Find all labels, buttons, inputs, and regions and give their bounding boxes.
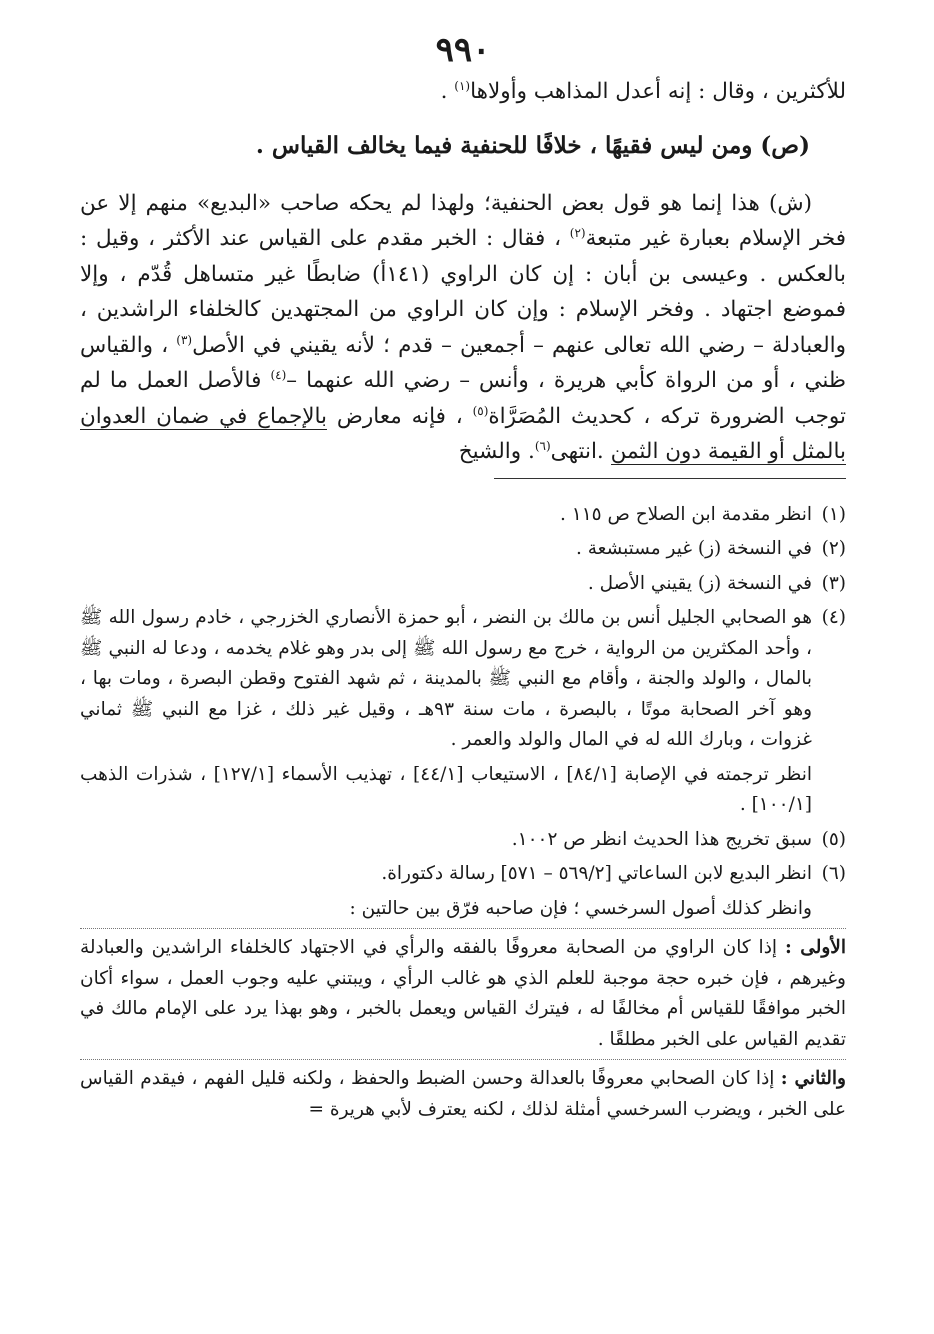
footnote-6-intro: وانظر كذلك أصول السرخسي ؛ فإن صاحبه فرّق بين حالتين : bbox=[349, 897, 812, 919]
footnote-ref[interactable]: (٦) bbox=[534, 438, 551, 453]
footnote-mark: (٣) bbox=[821, 572, 846, 594]
page-number: ٩٩٠ bbox=[435, 30, 491, 70]
commentary-part: فالأصل العمل ما لم توجب الضرورة تركه ، كحديث المُصَرَّاة bbox=[80, 368, 847, 429]
commentary-part: ، فقال : الخبر مقدم على القياس عند الأكثر ، وقيل : بالعكس . وعيسى بن أبان : إن كان الراوي (١٤١أ) ضابطًا غير متساهل قُدّم ، وإلا فموضع اجتهاد . وفخر الإسلام : وإن كان الراوي من المجتهدين كالخلفاء الراشدين ، والعبادلة – رضي الله تعالى عنهم – أجمعين – قدم ؛ لأنه يقيني في الأصل bbox=[80, 226, 846, 358]
footnote-6-second-case bbox=[80, 1064, 846, 1125]
footnote-mark: (٥) bbox=[821, 828, 846, 850]
footnote-5 bbox=[80, 825, 846, 856]
case-label: والثاني : bbox=[780, 1068, 846, 1089]
footnote-ref[interactable]: (٤) bbox=[270, 367, 287, 382]
footnote-mark: (٦) bbox=[821, 863, 846, 884]
commentary-part: . والشيخ bbox=[458, 439, 535, 464]
footnote-text: في النسخة (ز) غير مستبشعة . bbox=[575, 538, 812, 559]
footnote-ref[interactable]: (٥) bbox=[472, 403, 489, 418]
footnote-6-first-case bbox=[80, 933, 846, 1055]
opening-line bbox=[80, 74, 846, 110]
claim-heading: (ص) ومن ليس فقيهًا ، خلافًا للحنفية فيما يخالف القياس . bbox=[255, 131, 810, 159]
footnote-separator-rule bbox=[494, 478, 846, 480]
footnote-text: انظر البديع لابن الساعاتي [٥٦٩/٢ – ٥٧١] رسالة دكتوراة. bbox=[381, 863, 812, 884]
main-text bbox=[80, 74, 846, 470]
footnote-mark: (١) bbox=[821, 503, 846, 525]
commentary-part: (ش) هذا إنما هو قول بعض الحنفية؛ ولهذا لم يحكه صاحب «البديع» منهم إلا عن فخر الإسلام بعبارة غير متبعة bbox=[80, 190, 846, 251]
footnote-4-bibliography: انظر ترجمته في الإصابة [٨٤/١] ، الاستيعاب [٤٤/١] ، تهذيب الأسماء [١٢٧/١] ، شذرات الذهب [١٠٠/١] . bbox=[80, 763, 812, 815]
page bbox=[80, 30, 846, 1129]
commentary-part: ، فإنه معارض bbox=[327, 403, 473, 429]
footnote-6 bbox=[80, 859, 846, 890]
footnote-ref[interactable]: (١) bbox=[454, 78, 471, 93]
footnote-2 bbox=[80, 534, 846, 565]
footnote-mark: (٤) bbox=[821, 607, 846, 628]
case-text: إذا كان الراوي من الصحابة معروفًا بالفقه والرأي في الاجتهاد كالخلفاء الراشدين والعبادلة وغيرهم ، فإن خبره حجة موجبة للعلم الذي هو غالب الرأي ، ويبتني عليه وجوب العمل ، سواء أكان الخبر موافقًا للقياس أم مخالفًا له ، فيترك القياس ويعمل بالخبر ، وهو بهذا يرد على الإمام مالك في تقديم القياس على الخبر مطلقًا . bbox=[80, 937, 846, 1050]
footnote-mark: (٢) bbox=[821, 538, 846, 559]
commentary-paragraph bbox=[80, 186, 846, 470]
case-text: إذا كان الصحابي معروفًا بالعدالة وحسن الضبط والحفظ ، ولكنه قليل الفهم ، فيقدم القياس على الخبر ، ويضرب السرخسي أمثلة لذلك ، لكنه يعترف لأبي هريرة = bbox=[80, 1068, 846, 1120]
opening-text: للأكثرين ، وقال : إنه أعدل المذاهب وأولاها bbox=[470, 79, 846, 104]
footnote-3 bbox=[80, 569, 846, 600]
commentary-part: .انتهى bbox=[550, 439, 611, 464]
footnotes bbox=[80, 500, 846, 1126]
footnote-4 bbox=[80, 603, 846, 756]
underlined-phrase: بالإجماع في ضمان العدوان بالمثل أو القيمة دون الثمن bbox=[80, 403, 846, 464]
footnote-1 bbox=[80, 500, 846, 531]
footnote-ref[interactable]: (٣) bbox=[176, 332, 193, 347]
footnote-text: في النسخة (ز) يقيني الأصل . bbox=[587, 572, 812, 594]
opening-tail: . bbox=[440, 79, 455, 104]
dotted-divider bbox=[80, 1059, 846, 1060]
commentary-part: ، والقياس ظني ، أو من الرواة كأبي هريرة ، وأنس – رضي الله عنهما – bbox=[80, 332, 846, 393]
footnote-text: هو الصحابي الجليل أنس بن مالك بن النضر ، أبو حمزة الأنصاري الخزرجي ، خادم رسول الله ﷺ ، وأحد المكثرين من الرواية ، خرج مع رسول الله ﷺ إلى بدر وهو غلام يخدمه ، ودعا له النبي ﷺ بالمال ، والولد والجنة ، وأقام مع النبي ﷺ بالمدينة ، ثم شهد الفتوح وقطن البصرة ، ومات بها ، وهو آخر الصحابة موتًا ، بالبصرة ، مات سنة ٩٣هـ ، وقيل غير ذلك ، غزا مع النبي ﷺ ثماني غزوات ، وبارك الله له في المال والولد والعمر . bbox=[80, 607, 813, 750]
footnote-text: سبق تخريج هذا الحديث انظر ص ١٠٠٢. bbox=[511, 828, 812, 850]
case-label: الأولى : bbox=[785, 937, 846, 958]
footnote-ref[interactable]: (٢) bbox=[569, 225, 586, 240]
dotted-divider bbox=[80, 928, 846, 929]
footnote-text: انظر مقدمة ابن الصلاح ص ١١٥ . bbox=[560, 503, 812, 525]
